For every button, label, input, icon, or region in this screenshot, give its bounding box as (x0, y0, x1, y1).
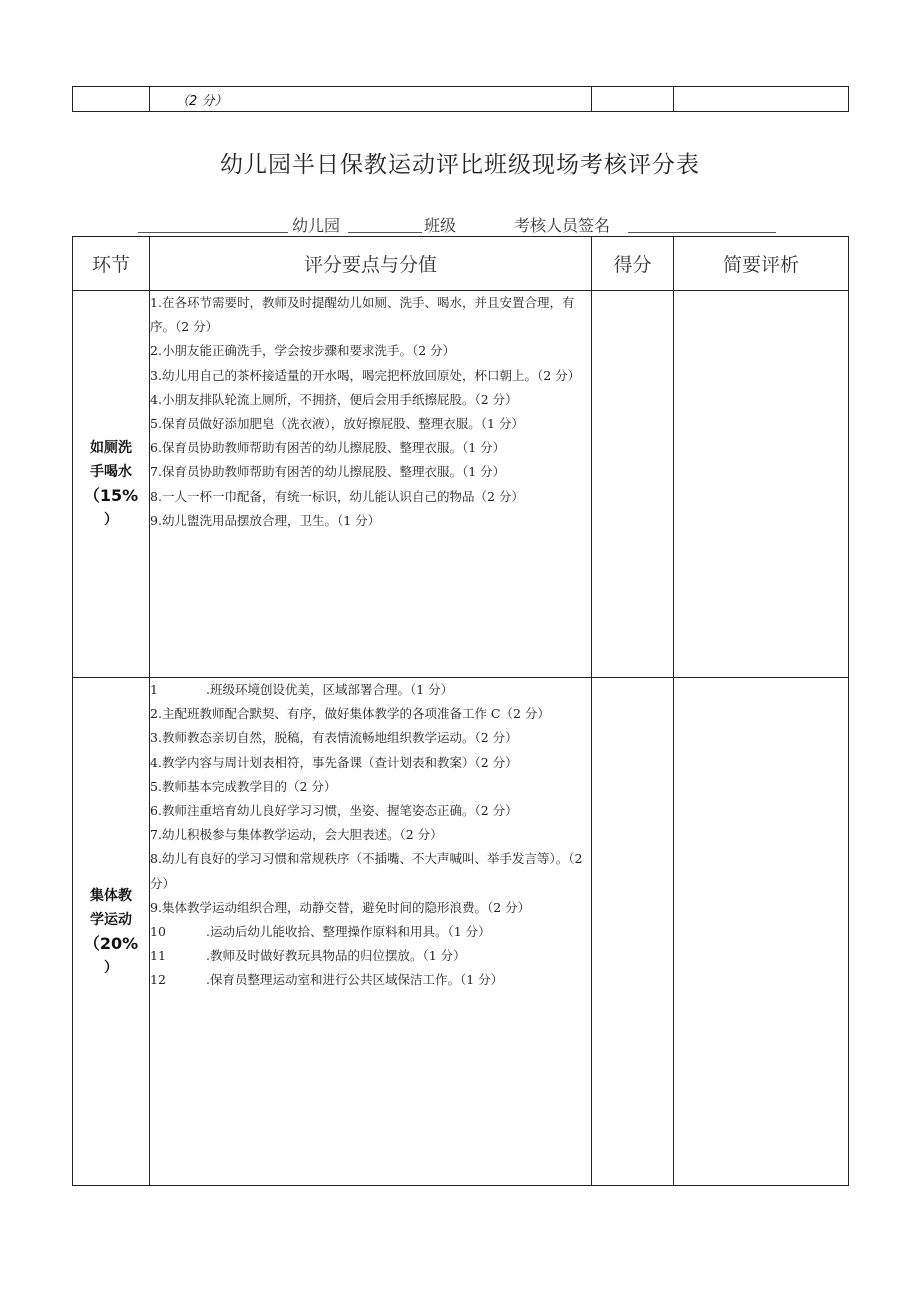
section-label-line2: 学运动 (90, 911, 132, 928)
section-label (73, 291, 150, 678)
section-label-line1: 如厕洗 (90, 440, 132, 456)
list-item: 6.保育员协助教师帮助有困苦的幼儿擦屁股、整理衣服。（1 分） (150, 440, 506, 456)
list-item: 5.教师基本完成教学目的（2 分） (150, 778, 337, 794)
sign-line (138, 213, 778, 235)
list-item: 5.保育员做好添加肥皂（洗衣液），放好擦屁股、整理衣服。（1 分） (150, 416, 524, 432)
section-weight-close: ） (104, 959, 118, 976)
fragment-cell-text: （2 分） (150, 87, 592, 112)
list-item: 4.小朋友排队轮流上厕所，不拥挤，便后会用手纸擦屁股。（2 分） (150, 391, 518, 407)
list-item: 2.小朋友能正确洗手，学会按步骤和要求洗手。（2 分） (150, 343, 456, 359)
fragment-cell-score (592, 87, 674, 112)
section-weight: （15% (83, 486, 139, 505)
fragment-cell-comment (674, 87, 849, 112)
section-label-line1: 集体教 (90, 887, 132, 904)
inspector-label: 考核人员签名 (514, 216, 611, 235)
kindergarten-blank (138, 232, 288, 233)
list-item: 7.幼儿积极参与集体教学运动，会大胆表述。（2 分） (150, 827, 443, 843)
section-row-toilet (73, 291, 849, 678)
inspector-blank (628, 232, 776, 233)
list-item: 1 .班级环境创设优美，区域部署合理。（1 分） (150, 682, 454, 697)
header-comment: 简要评析 (674, 237, 849, 291)
list-item: 6.教师注重培育幼儿良好学习习惯，坐姿、握笔姿态正确。（2 分） (150, 803, 518, 819)
criteria-list (150, 678, 592, 1186)
score-cell[interactable] (592, 678, 674, 1186)
list-item: 2.主配班教师配合默契、有序，做好集体教学的各项准备工作 C（2 分） (150, 706, 550, 722)
header-row (73, 237, 849, 291)
header-score: 得分 (592, 237, 674, 291)
comment-cell[interactable] (674, 678, 849, 1186)
fragment-row (73, 87, 849, 112)
list-item: 4.教学内容与周计划表相符，事先备课（查计划表和教案）（2 分） (150, 754, 518, 770)
previous-table-fragment (72, 86, 849, 112)
section-weight: （20% (83, 933, 139, 953)
score-cell[interactable] (592, 291, 674, 678)
comment-cell[interactable] (674, 291, 849, 678)
kindergarten-label: 幼儿园 (292, 216, 341, 235)
class-label: 班级 (424, 216, 457, 235)
list-item: 8.幼儿有良好的学习习惯和常规秩序（不插嘴、不大声喊叫、举手发言等）。（2 分） (150, 851, 583, 891)
class-blank (348, 232, 422, 233)
section-label-line2: 手喝水 (90, 464, 132, 480)
list-item: 9.集体教学运动组织合理，动静交替，避免时间的隐形浪费。（2 分） (150, 899, 531, 915)
page-title: 幼儿园半日保教运动评比班级现场考核评分表 (220, 152, 700, 178)
section-row-teaching (73, 678, 849, 1186)
list-item: 7.保育员协助教师帮助有困苦的幼儿擦屁股、整理衣服。（1 分） (150, 464, 506, 480)
list-item: 10 .运动后幼儿能收拾、整理操作原料和用具。（1 分） (150, 924, 491, 940)
list-item: 8.一人一杯一巾配备，有统一标识，幼儿能认识自己的物品（2 分） (150, 488, 524, 504)
list-item: 3.教师教态亲切自然，脱稿，有表情流畅地组织教学运动。（2 分） (150, 730, 518, 746)
evaluation-table (72, 236, 849, 1186)
list-item: 11 .教师及时做好教玩具物品的归位摆放。（1 分） (150, 948, 466, 964)
list-item: 3.幼儿用自己的茶杯接适量的开水喝，喝完把杯放回原处，杯口朝上。（2 分） (150, 367, 581, 383)
section-weight-close: ） (104, 512, 118, 528)
list-item: 9.幼儿盥洗用品摆放合理，卫生。（1 分） (150, 512, 381, 528)
fragment-cell-section (73, 87, 150, 112)
list-item: 12 .保育员整理运动室和进行公共区域保洁工作。（1 分） (150, 972, 504, 988)
section-label (73, 678, 150, 1186)
header-section: 环节 (73, 237, 150, 291)
criteria-list (150, 291, 592, 678)
header-criteria: 评分要点与分值 (150, 237, 592, 291)
list-item: 1.在各环节需要时，教师及时提醒幼儿如厕、洗手、喝水，并且安置合理，有序。（2 分） (150, 295, 575, 335)
